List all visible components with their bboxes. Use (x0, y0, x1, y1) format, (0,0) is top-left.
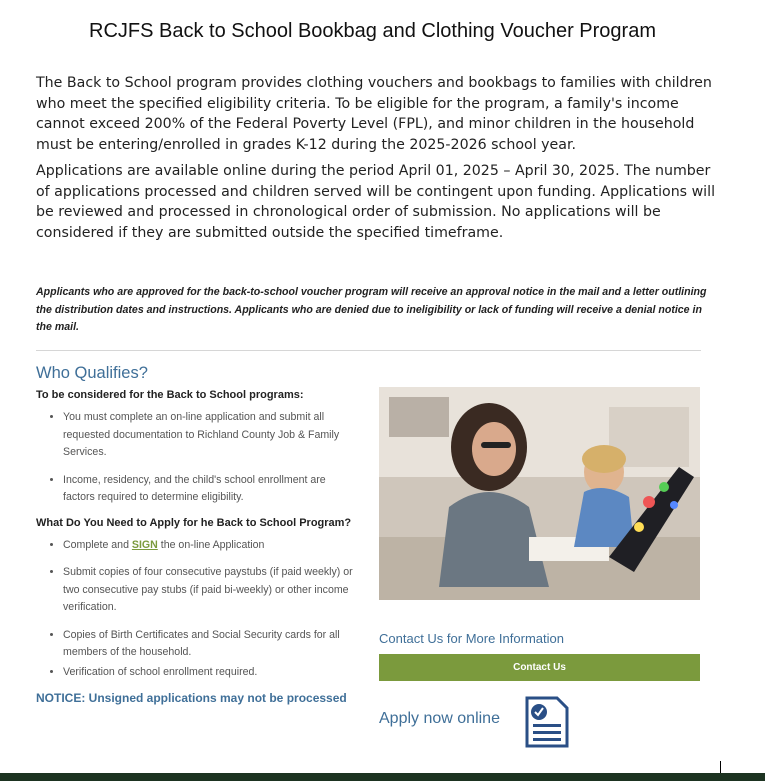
family-photo (379, 387, 700, 600)
section-divider (36, 350, 701, 351)
intro-paragraph-2: Applications are available online during the period April 01, 2025 – April 30, 2025. The number of applications processed and children served will be contingent upon funding. Applications will be reviewed and processed in chronological order of submission. No applications will be considered if they are submitted outside the specified timeframe. (36, 163, 716, 241)
document-check-icon[interactable] (524, 695, 570, 749)
photo-illustration (379, 387, 700, 600)
approval-notice: Applicants who are approved for the back-to-school voucher program will receive an approval notice in the mail and a letter outlining the distribution dates and instructions. Applicants who are denied due to ineligibility or lack of funding will receive a denial notice in the mail. (36, 286, 707, 333)
intro-paragraph-1: The Back to School program provides clothing vouchers and bookbags to families with children who meet the specified eligibility criteria. To be eligible for the program, a family's income cannot exceed 200% of the Federal Poverty Level (FPL), and minor children in the household must be entering/enrolled in grades K-12 during the 2025-2026 school year. (36, 75, 712, 153)
footer-bar (0, 773, 765, 781)
qualifies-list (36, 409, 356, 507)
unsigned-notice: NOTICE: Unsigned applications may not be processed (36, 691, 347, 705)
eligibility-column (36, 364, 356, 705)
list-item: • You must complete an on-line application and submit all requested documentation to Richland County Job & Family Services. (63, 409, 356, 462)
list-item: • Submit copies of four consecutive paystubs (if paid weekly) or two consecutive pay stubs (if paid bi-weekly) or other income verification. (63, 564, 356, 617)
contact-heading: Contact Us for More Information (379, 631, 564, 646)
item-prefix: Complete and (63, 538, 132, 551)
qualifies-subheading: To be considered for the Back to School programs: (36, 389, 304, 401)
apply-list (36, 537, 356, 682)
list-item (63, 537, 356, 555)
intro-section (36, 73, 726, 249)
page-title: RCJFS Back to School Bookbag and Clothing Voucher Program (89, 20, 656, 42)
apply-subheading: What Do You Need to Apply for he Back to School Program? (36, 516, 352, 529)
list-item: • Copies of Birth Certificates and Social Security cards for all members of the household. (63, 627, 356, 662)
item-suffix: the on-line Application (157, 538, 265, 551)
sign-link[interactable]: SIGN (131, 538, 158, 551)
who-qualifies-heading: Who Qualifies? (36, 364, 148, 382)
list-item: • Income, residency, and the child's school enrollment are factors required to determine eligibility. (63, 472, 356, 507)
apply-online-link[interactable]: Apply now online (379, 710, 500, 727)
contact-us-button[interactable]: Contact Us (379, 654, 700, 681)
list-item: • Verification of school enrollment required. (63, 664, 356, 682)
